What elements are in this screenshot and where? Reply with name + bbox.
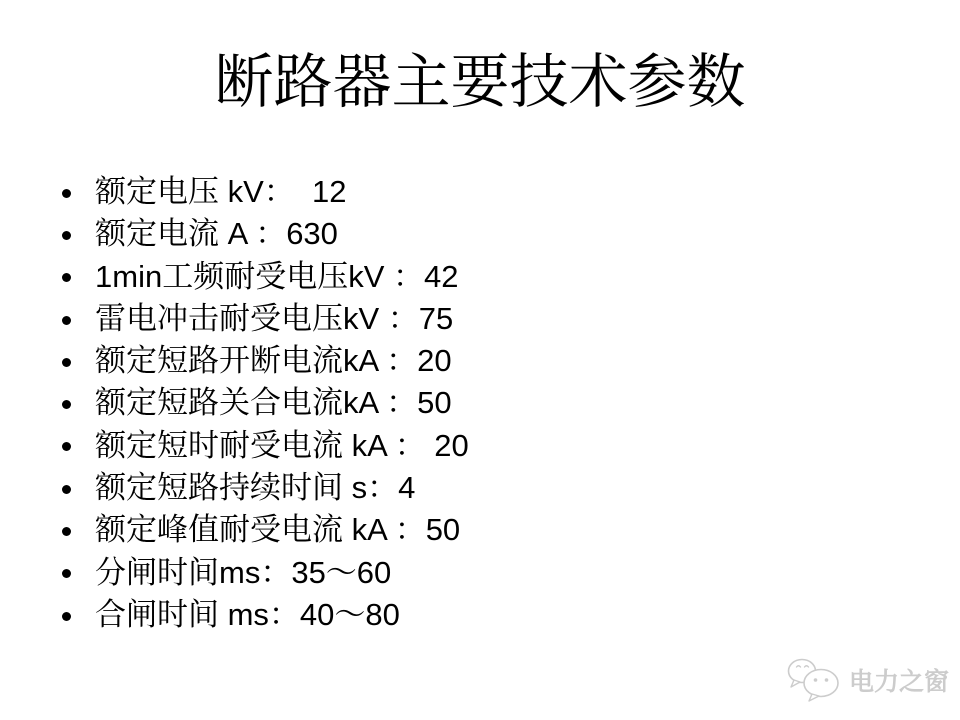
bullet-item — [62, 509, 469, 551]
bullet-text: 雷电冲击耐受电压kV ：75 — [95, 300, 454, 336]
bullet-item — [62, 425, 469, 467]
bullet-text: 额定峰值耐受电流 kA ：50 — [95, 512, 461, 548]
bullet-item — [62, 467, 469, 509]
bullet-text: 额定短路开断电流kA ：20 — [95, 343, 452, 379]
bullet-dot-icon — [62, 527, 71, 536]
bullet-text: 额定短时耐受电流 kA ： 20 — [95, 427, 469, 463]
wechat-logo-icon — [786, 656, 842, 704]
bullet-item — [62, 382, 469, 424]
bullet-dot-icon — [62, 273, 71, 282]
bullet-item — [62, 298, 469, 340]
bullet-item — [62, 213, 469, 255]
bullet-text: 分闸时间ms：35～60 — [95, 554, 392, 590]
bullet-item — [62, 594, 469, 636]
bullet-text: 1min工频耐受电压kV ：42 — [95, 258, 459, 294]
watermark-label: 电力之窗 — [849, 668, 950, 696]
bullet-dot-icon — [62, 358, 71, 367]
bullet-text: 额定电压 kV： 12 — [95, 174, 347, 209]
watermark — [786, 656, 949, 704]
bullet-item — [62, 340, 469, 382]
bullet-dot-icon — [62, 316, 71, 325]
bullet-text: 额定短路关合电流kA ：50 — [95, 385, 452, 421]
bullet-dot-icon — [62, 612, 71, 621]
bullet-item — [62, 171, 469, 213]
bullet-list — [62, 171, 469, 636]
bullet-dot-icon — [62, 189, 71, 198]
bullet-item — [62, 256, 469, 298]
slide-title: 断路器主要技术参数 — [214, 49, 746, 115]
bullet-text: 合闸时间 ms：40～80 — [95, 596, 400, 632]
bullet-dot-icon — [62, 231, 71, 240]
bullet-text: 额定短路持续时间 s：4 — [95, 470, 416, 506]
bullet-text: 额定电流 A ：630 — [95, 216, 338, 252]
bullet-dot-icon — [62, 442, 71, 451]
bullet-dot-icon — [62, 569, 71, 578]
bullet-dot-icon — [62, 400, 71, 409]
bullet-dot-icon — [62, 485, 71, 494]
bullet-item — [62, 552, 469, 594]
